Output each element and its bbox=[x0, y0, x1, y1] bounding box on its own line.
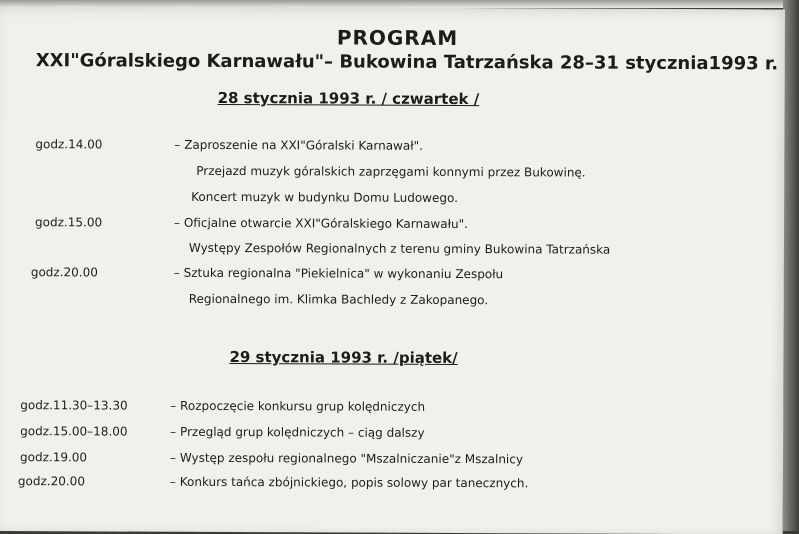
entry-line: – Sztuka regionalna "Piekielnica" w wykonaniu Zespołu bbox=[173, 265, 504, 282]
entry-time: godz.14.00 bbox=[35, 137, 103, 152]
page-subtitle: XXI"Góralskiego Karnawału"– Bukowina Tatrzańska 28–31 stycznia1993 r. bbox=[35, 50, 779, 75]
entry-time: godz.20.00 bbox=[30, 265, 98, 280]
day-heading-2: 29 stycznia 1993 r. /piątek/ bbox=[229, 348, 458, 368]
entry-line: Koncert muzyk w budynku Domu Ludowego. bbox=[191, 189, 458, 205]
entry-line: – Występ zespołu regionalnego "Mszalniczanie"z Mszalnicy bbox=[169, 450, 524, 467]
page-title: PROGRAM bbox=[336, 25, 459, 50]
background-edge-right bbox=[783, 0, 799, 531]
program-sheet bbox=[0, 6, 785, 534]
entry-line: – Oficjalne otwarcie XXI"Góralskiego Karnawału". bbox=[174, 215, 469, 232]
entry-time: godz.15.00–18.00 bbox=[20, 424, 128, 439]
entry-time: godz.15.00 bbox=[35, 215, 103, 230]
entry-line: – Przegląd grup kolędniczych – ciąg dalszy bbox=[170, 424, 425, 440]
entry-line: – Zaproszenie na XXI"Góralski Karnawał". bbox=[174, 137, 424, 153]
entry-line: Występy Zespołów Regionalnych z terenu gminy Bukowina Tatrzańska bbox=[188, 240, 611, 257]
entry-line: – Konkurs tańca zbójnickiego, popis solowy par tanecznych. bbox=[169, 474, 529, 491]
entry-time: godz.20.00 bbox=[17, 474, 86, 489]
entry-line: Przejazd muzyk góralskich zaprzęgami konnymi przez Bukowinę. bbox=[196, 163, 586, 180]
entry-line: Regionalnego im. Klimka Bachledy z Zakopanego. bbox=[188, 291, 489, 308]
day-heading-1: 28 stycznia 1993 r. / czwartek / bbox=[217, 88, 480, 109]
entry-time: godz.19.00 bbox=[20, 450, 88, 465]
entry-line: – Rozpoczęcie konkursu grup kolędniczych bbox=[170, 398, 426, 414]
entry-time: godz.11.30–13.30 bbox=[20, 398, 128, 413]
